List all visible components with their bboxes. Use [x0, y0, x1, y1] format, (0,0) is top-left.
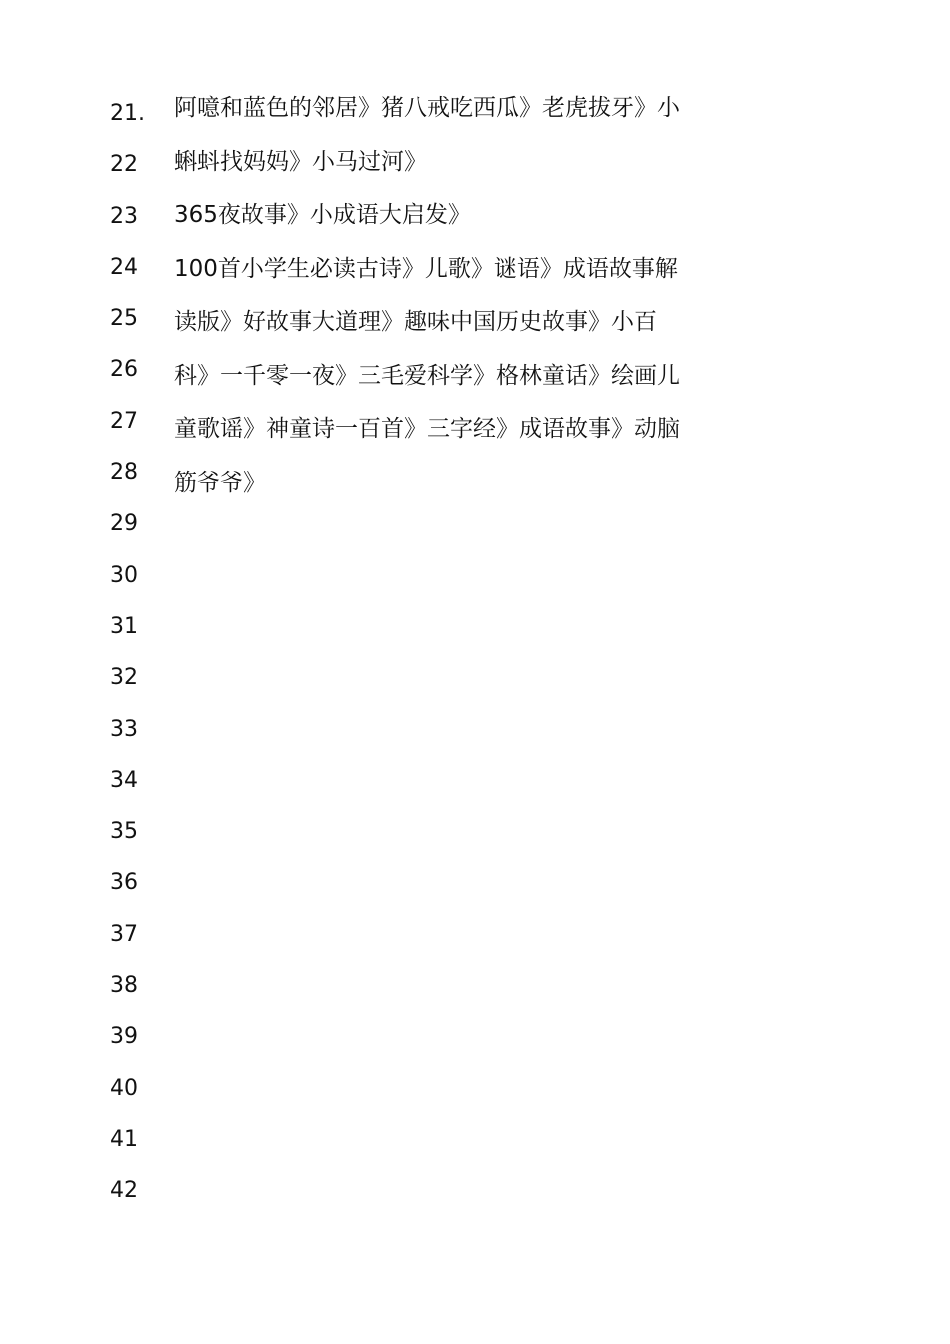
line-number: 30	[110, 562, 138, 588]
line-number: 35	[110, 819, 138, 845]
line-number-gutter	[110, 92, 160, 1221]
line-number: 37	[110, 921, 138, 947]
text-line: 100首小学生必读古诗》儿歌》谜语》成语故事解	[174, 255, 678, 282]
line-number: 25	[110, 306, 138, 332]
line-number: 42	[110, 1178, 138, 1204]
line-number: 26	[110, 357, 138, 383]
line-number: 31	[110, 613, 138, 639]
line-number: 29	[110, 511, 138, 537]
text-line: 阿噫和蓝色的邻居》猪八戒吃西瓜》老虎拔牙》小	[174, 95, 680, 121]
text-line: 筋爷爷》	[174, 469, 266, 496]
line-number: 21.	[110, 101, 145, 126]
book-list-text	[174, 88, 734, 516]
text-line: 童歌谣》神童诗一百首》三字经》成语故事》动脑	[174, 416, 680, 442]
line-number: 28	[110, 460, 138, 486]
line-number: 39	[110, 1024, 138, 1050]
line-number: 38	[110, 973, 138, 999]
line-number: 24	[110, 254, 138, 280]
line-number: 41	[110, 1126, 138, 1152]
line-number: 27	[110, 408, 138, 434]
line-number: 32	[110, 665, 138, 691]
text-line: 科》一千零一夜》三毛爱科学》格林童话》绘画儿	[174, 362, 680, 389]
line-number: 23	[110, 203, 138, 229]
line-number: 34	[110, 767, 138, 793]
line-number: 33	[110, 716, 138, 742]
line-number: 36	[110, 870, 138, 896]
text-line: 365夜故事》小成语大启发》	[174, 202, 471, 228]
text-line: 蝌蚪找妈妈》小马过河》	[174, 148, 427, 175]
line-number: 40	[110, 1075, 138, 1101]
line-number: 22	[110, 152, 138, 178]
text-line: 读版》好故事大道理》趣味中国历史故事》小百	[174, 309, 657, 335]
